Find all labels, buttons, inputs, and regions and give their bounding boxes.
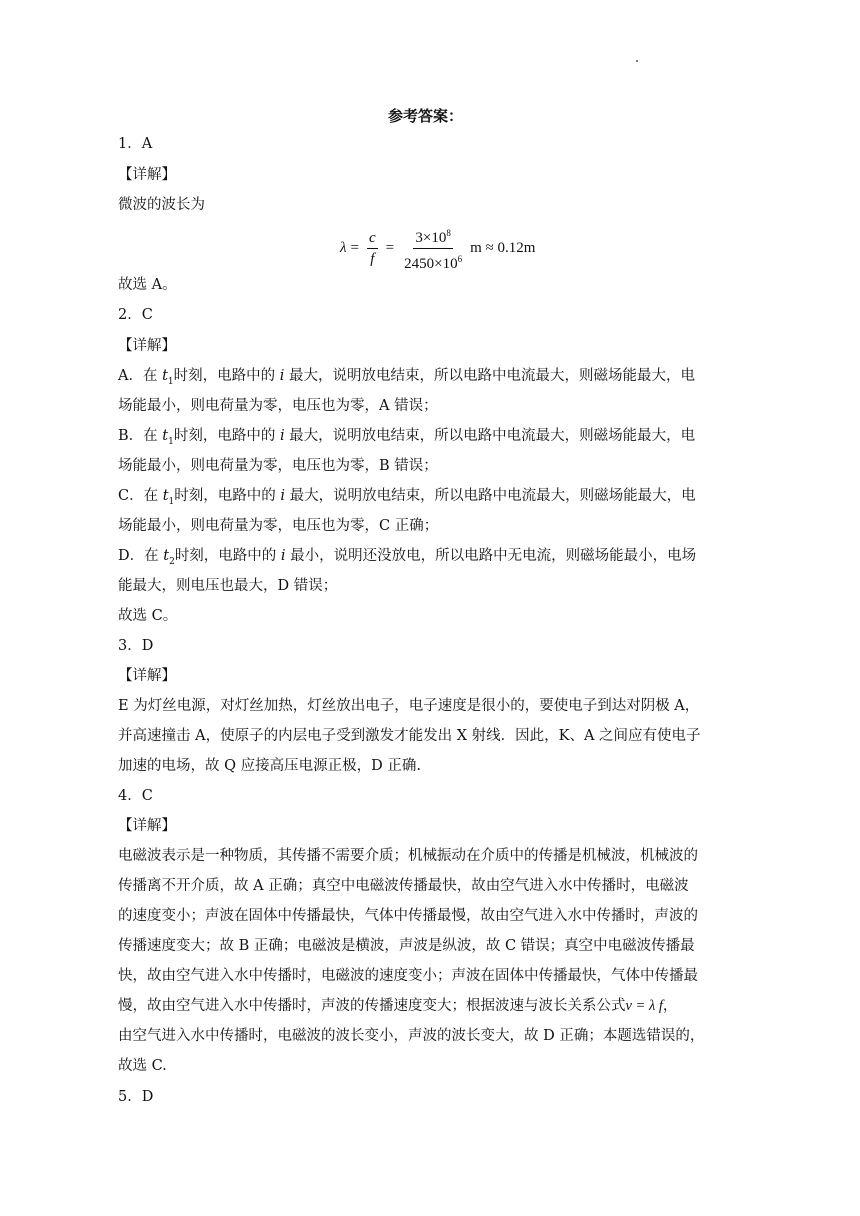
q2-d-t: t: [163, 548, 170, 564]
q4-line6-end: ，: [662, 998, 678, 1014]
denominator-base: 2450×10: [404, 255, 458, 272]
q3-line3: 加速的电场，故 Q 应接高压电源正极，D 正确.: [118, 758, 421, 774]
q2-b-sub: 1: [168, 436, 174, 447]
q1-tag: 【详解】: [118, 167, 176, 183]
q1-conclusion: 故选 A。: [118, 277, 177, 293]
numerator-base: 3×10: [415, 229, 447, 246]
q4-line6: [118, 994, 733, 1018]
formula-result: m ≈ 0.12m: [470, 239, 536, 256]
q2-b-prefix: B．在: [118, 428, 163, 444]
denominator-exponent: 6: [457, 253, 463, 264]
q4-line8: 故选 C.: [118, 1058, 167, 1074]
q4-line5: 快，故由空气进入水中传播时，电磁波的速度变小；声波在固体中传播最快，气体中传播最: [118, 968, 698, 984]
q2-d-post: 时刻，电路中的: [174, 548, 281, 564]
q2-option-b-line1: [118, 424, 733, 454]
q2-option-d-line2: 能最大，则电压也最大，D 错误；: [118, 578, 338, 594]
formula-lambda: λ: [340, 239, 347, 256]
q3-line2: 并高速撞击 A，使原子的内层电子受到激发才能发出 X 射线．因此，K、A 之间应有使电子: [118, 728, 701, 744]
formula-c: c: [367, 229, 378, 249]
q2-c-post: 时刻，电路中的: [174, 488, 281, 504]
q2-conclusion: 故选 C。: [118, 608, 178, 624]
q4-line7: 由空气进入水中传播时，电磁波的波长变小，声波的波长变大，故 D 正确；本题选错误的，: [118, 1028, 705, 1044]
numerator-exponent: 8: [446, 227, 451, 238]
q2-c-i: i: [280, 488, 286, 504]
formula-frac-values: [402, 224, 464, 273]
q4-line3: 的速度变小；声波在固体中传播最快，气体中传播最慢，故由空气进入水中传播时，声波的: [118, 908, 698, 924]
q2-option-b-line2: 场能最小，则电荷量为零，电压也为零，B 错误；: [118, 458, 438, 474]
q4-tag: 【详解】: [118, 818, 176, 834]
formula-eq2: =: [385, 239, 395, 256]
q2-b-t: t: [162, 428, 169, 444]
q2-number: 2．C: [118, 307, 153, 323]
q1-number: 1．A: [118, 136, 153, 152]
q2-a-rest: 最大，说明放电结束，所以电路中电流最大，则磁场能最大，电: [284, 368, 696, 384]
q2-a-post: 时刻，电路中的: [173, 368, 280, 384]
formula-f: f: [370, 250, 375, 267]
q2-option-a-line1: [118, 364, 733, 394]
q2-a-t: t: [162, 368, 168, 384]
page-title: 参考答案：: [387, 107, 463, 125]
q4-line6-text: 慢，故由空气进入水中传播时，声波的传播速度变大；根据波速与波长关系公式: [118, 998, 626, 1014]
q3-tag: 【详解】: [118, 668, 176, 684]
q4-line4: 传播速度变大；故 B 正确；电磁波是横波，声波是纵波，故 C 错误；真空中电磁波传播最: [118, 938, 695, 954]
q2-option-a-line2: 场能最小，则电荷量为零，电压也为零，A 错误；: [118, 398, 438, 414]
q2-option-d-line1: [118, 544, 733, 574]
q2-b-post: 时刻，电路中的: [173, 428, 280, 444]
q4-number: 4．C: [118, 788, 153, 804]
q4-line1: 电磁波表示是一种物质，其传播不需要介质；机械振动在介质中的传播是机械波，机械波的: [118, 848, 698, 864]
q2-b-rest: 最大，说明放电结束，所以电路中电流最大，则磁场能最大，电: [284, 428, 696, 444]
q5-number: 5．D: [118, 1089, 154, 1105]
q3-number: 3．D: [118, 638, 154, 654]
q2-b-i: i: [279, 428, 285, 444]
q2-c-t: t: [162, 488, 169, 504]
q2-option-c-line2: 场能最小，则电荷量为零，电压也为零，C 正确；: [118, 518, 439, 534]
formula-denominator: [402, 249, 464, 273]
q2-tag: 【详解】: [118, 338, 176, 354]
q3-line1: E 为灯丝电源，对灯丝加热，灯丝放出电子，电子速度是很小的，要使电子到达对阴极 A，: [118, 698, 700, 714]
q2-c-sub: 1: [168, 496, 175, 507]
page-marker-dot: [636, 60, 638, 62]
q2-d-i: i: [280, 548, 286, 564]
formula-frac-c-f: [367, 229, 378, 268]
formula-numerator: [413, 224, 452, 249]
wave-speed-formula: v = λ f: [625, 998, 663, 1014]
q2-a-sub: 1: [167, 376, 174, 387]
q1-intro: 微波的波长为: [118, 197, 205, 213]
formula-eq1: =: [350, 239, 359, 256]
q2-a-i: i: [279, 368, 285, 384]
q2-c-rest: 最大，说明放电结束，所以电路中电流最大，则磁场能最大，电: [285, 488, 696, 504]
wavelength-formula: [340, 222, 535, 274]
q2-d-sub: 2: [169, 556, 175, 567]
q2-d-prefix: D．在: [118, 548, 164, 564]
q2-c-prefix: C．在: [118, 488, 163, 504]
q4-line2: 传播离不开介质，故 A 正确；真空中电磁波传播最快，故由空气进入水中传播时，电磁波: [118, 878, 689, 894]
q2-d-rest: 最小，说明还没放电，所以电路中无电流，则磁场能最小，电场: [285, 548, 697, 564]
q2-option-c-line1: [118, 484, 733, 514]
q2-a-prefix: A．在: [118, 368, 163, 384]
